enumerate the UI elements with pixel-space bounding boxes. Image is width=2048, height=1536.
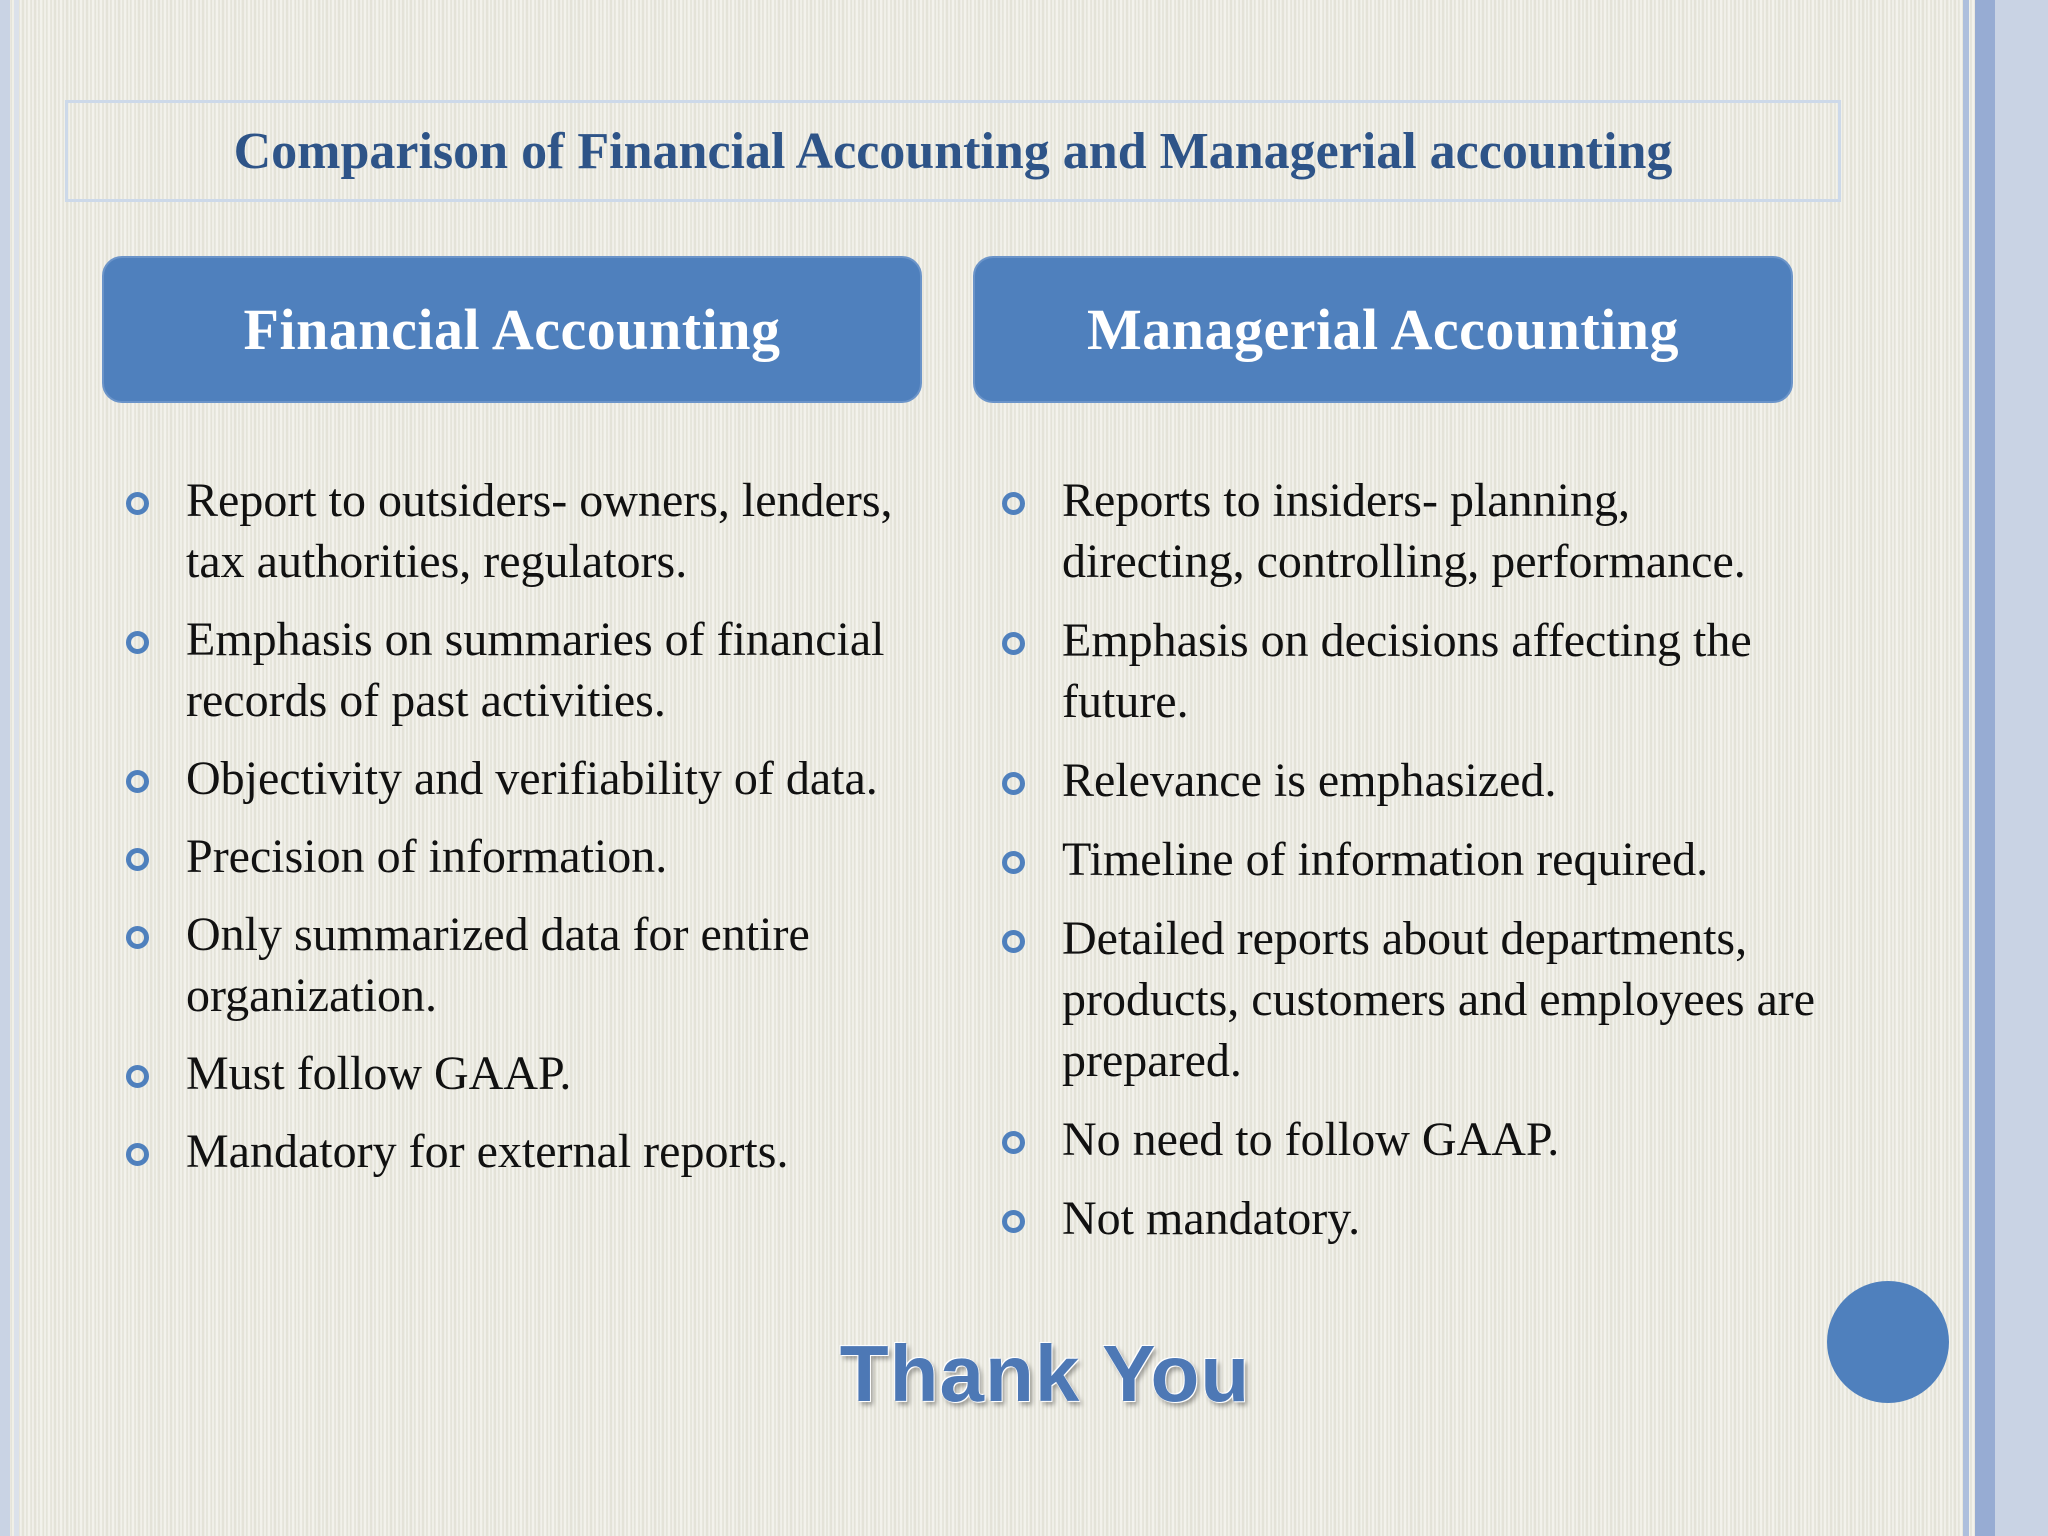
circle-bullet-icon [1002,930,1025,953]
circle-bullet-icon [1002,632,1025,655]
list-item-text: Detailed reports about departments, products, customers and employees are prepared. [1062,912,1816,1087]
list-item [998,610,1818,732]
list-item [998,908,1818,1091]
decorative-circle [1827,1281,1949,1403]
circle-bullet-icon [126,848,149,871]
list-item [122,826,922,887]
slide-title: Comparison of Financial Accounting and Managerial accounting [233,122,1673,180]
financial-accounting-header: Financial Accounting [102,256,922,403]
list-item-text: Must follow GAAP. [186,1047,572,1100]
list-item [122,609,922,731]
circle-bullet-icon [126,492,149,515]
circle-bullet-icon [126,1143,149,1166]
list-item-text: Objectivity and verifiability of data. [186,752,878,805]
managerial-accounting-list [998,470,1818,1267]
list-item [122,904,922,1026]
circle-bullet-icon [126,1065,149,1088]
circle-bullet-icon [1002,1131,1025,1154]
circle-bullet-icon [1002,1210,1025,1233]
list-item [998,829,1818,890]
list-item-text: Emphasis on decisions affecting the future. [1062,614,1752,728]
list-item-text: Report to outsiders- owners, lenders, tax authorities, regulators. [186,474,893,588]
list-item [998,470,1818,592]
circle-bullet-icon [126,770,149,793]
list-item [122,1043,922,1104]
list-item-text: Emphasis on summaries of financial records of past activities. [186,613,885,727]
right-border-stripe-light [1995,0,2048,1536]
list-item-text: Mandatory for external reports. [186,1125,789,1178]
circle-bullet-icon [1002,851,1025,874]
circle-bullet-icon [126,926,149,949]
list-item-text: No need to follow GAAP. [1062,1113,1560,1166]
list-item-text: Not mandatory. [1062,1192,1361,1245]
circle-bullet-icon [126,631,149,654]
managerial-accounting-header: Managerial Accounting [973,256,1793,403]
list-item [998,1109,1818,1170]
list-item [122,1121,922,1182]
list-item-text: Timeline of information required. [1062,833,1709,886]
left-border-inner-stripe [14,0,19,1536]
list-item [998,750,1818,811]
list-item [122,470,922,592]
slide-title-box [65,100,1841,202]
list-item [122,748,922,809]
thank-you-text: Thank You [839,1329,1251,1418]
list-item-text: Reports to insiders- planning, directing, controlling, performance. [1062,474,1746,588]
circle-bullet-icon [1002,492,1025,515]
right-border-stripe-dark [1975,0,1995,1536]
list-item-text: Only summarized data for entire organization. [186,908,810,1022]
list-item-text: Relevance is emphasized. [1062,754,1557,807]
list-item [998,1188,1818,1249]
financial-accounting-list [122,470,922,1199]
circle-bullet-icon [1002,772,1025,795]
right-border-stripe-thin [1963,0,1969,1536]
list-item-text: Precision of information. [186,830,668,883]
left-border-stripe [0,0,10,1536]
